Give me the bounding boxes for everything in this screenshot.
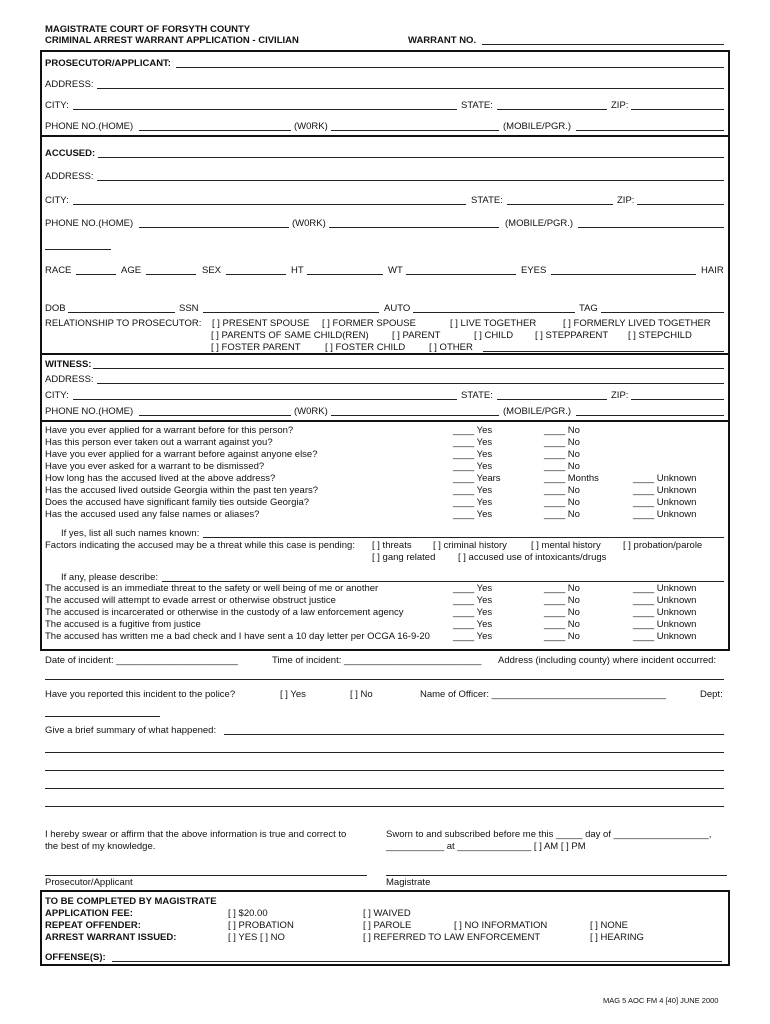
answer-option[interactable]: ____ Unknown — [633, 607, 697, 618]
prosecutor-phone-field[interactable] — [139, 130, 291, 131]
question-text: The accused is incarcerated or otherwise in the custody of a law enforcement agency — [45, 607, 404, 618]
section-divider — [40, 420, 730, 422]
dob-label: DOB — [45, 303, 66, 314]
witness-zip-label: ZIP: — [611, 390, 629, 401]
swear-statement-1: I hereby swear or affirm that the above information is true and correct to — [45, 829, 347, 840]
sworn-statement-2[interactable]: ___________ at ______________ [ ] AM [ ] PM — [386, 841, 586, 852]
witness-phone-label: PHONE NO.(HOME) — [45, 406, 134, 417]
auto-label: AUTO — [384, 303, 411, 314]
prosecutor-name-field[interactable] — [176, 67, 724, 68]
court-name: MAGISTRATE COURT OF FORSYTH COUNTY — [45, 24, 251, 35]
sworn-statement-1[interactable]: Sworn to and subscribed before me this _____ day of __________________, — [386, 829, 712, 840]
police-question: Have you reported this incident to the police? — [45, 689, 236, 700]
section-divider — [40, 353, 730, 355]
summary-line[interactable] — [45, 788, 724, 789]
describe-field[interactable] — [162, 581, 724, 582]
police-no[interactable]: [ ] No — [350, 689, 373, 700]
witness-name-field[interactable] — [93, 368, 724, 369]
incident-time[interactable]: Time of incident: __________________________ — [272, 655, 482, 666]
witness-mobile-label: (MOBILE/PGR.) — [503, 406, 572, 417]
question-text: Has the accused lived outside Georgia within the past ten years? — [45, 485, 319, 496]
factor-probation-parole[interactable]: [ ] probation/parole — [623, 540, 703, 551]
repeat-probation[interactable]: [ ] PROBATION — [228, 920, 294, 931]
repeat-none[interactable]: [ ] NONE — [590, 920, 629, 931]
relationship-live-together[interactable]: [ ] LIVE TOGETHER — [450, 318, 537, 329]
magistrate-box-title: TO BE COMPLETED BY MAGISTRATE — [45, 896, 217, 907]
witness-work-label: (W0RK) — [294, 406, 328, 417]
ssn-label: SSN — [179, 303, 199, 314]
relationship-foster-child[interactable]: [ ] FOSTER CHILD — [325, 342, 406, 353]
prosecutor-phone-label: PHONE NO.(HOME) — [45, 121, 134, 132]
prosecutor-work-field[interactable] — [331, 130, 499, 131]
answer-option[interactable]: ____ Yes — [453, 485, 493, 496]
relationship-foster-parent[interactable]: [ ] FOSTER PARENT — [211, 342, 301, 353]
dept-label: Dept: — [700, 689, 723, 700]
question-text: The accused will attempt to evade arrest or otherwise obstruct justice — [45, 595, 336, 606]
prosecutor-mobile-field[interactable] — [576, 130, 724, 131]
answer-option[interactable]: ____ Yes — [453, 631, 493, 642]
answer-option[interactable]: ____ Yes — [453, 425, 493, 436]
answer-option[interactable]: ____ Yes — [453, 583, 493, 594]
answer-option[interactable]: ____ Unknown — [633, 631, 697, 642]
question-text: Does the accused have significant family ties outside Georgia? — [45, 497, 310, 508]
wt-label: WT — [388, 265, 403, 276]
accused-state-label: STATE: — [471, 195, 503, 206]
prosecutor-zip-field[interactable] — [631, 109, 724, 110]
section-divider — [40, 135, 730, 137]
prosecutor-state-field[interactable] — [497, 109, 607, 110]
answer-option[interactable]: ____ No — [544, 607, 580, 618]
age-field[interactable] — [146, 274, 196, 275]
relationship-parents-same-child[interactable]: [ ] PARENTS OF SAME CHILD(REN) — [211, 330, 369, 341]
answer-option[interactable]: ____ No — [544, 583, 580, 594]
prosecutor-work-label: (W0RK) — [294, 121, 328, 132]
relationship-parent[interactable]: [ ] PARENT — [392, 330, 441, 341]
answer-option[interactable]: ____ No — [544, 425, 580, 436]
answer-option[interactable]: ____ No — [544, 619, 580, 630]
answer-option[interactable]: ____ Unknown — [633, 583, 697, 594]
answer-option[interactable]: ____ Yes — [453, 595, 493, 606]
dept-field[interactable] — [45, 716, 160, 717]
question-text: How long has the accused lived at the above address? — [45, 473, 276, 484]
offenses-field[interactable] — [112, 961, 722, 962]
answer-option[interactable]: ____ Unknown — [633, 509, 697, 520]
answer-option[interactable]: ____ Yes — [453, 461, 493, 472]
question-text: The accused has written me a bad check and I have sent a 10 day letter per OCGA 16-9-20 — [45, 631, 430, 642]
prosecutor-signature-line[interactable] — [45, 875, 367, 876]
answer-option[interactable]: ____ No — [544, 595, 580, 606]
prosecutor-city-field[interactable] — [73, 109, 457, 110]
warrant-issued-label: ARREST WARRANT ISSUED: — [45, 932, 177, 943]
answer-option[interactable]: ____ Unknown — [633, 619, 697, 630]
accused-address-field[interactable] — [97, 180, 724, 181]
prosecutor-city-label: CITY: — [45, 100, 69, 111]
answer-option[interactable]: ____ Years — [453, 473, 501, 484]
swear-statement-2: the best of my knowledge. — [45, 841, 156, 852]
eyes-field[interactable] — [551, 274, 696, 275]
tag-label: TAG — [579, 303, 598, 314]
warrant-no-label: WARRANT NO. — [408, 35, 477, 46]
accused-mobile-label: (MOBILE/PGR.) — [505, 218, 574, 229]
answer-option[interactable]: ____ Yes — [453, 437, 493, 448]
fee-twenty-dollars[interactable]: [ ] $20.00 — [228, 908, 268, 919]
accused-phone-field[interactable] — [139, 227, 289, 228]
witness-phone-field[interactable] — [139, 415, 291, 416]
hair-label: HAIR — [701, 265, 724, 276]
prosecutor-signature-label: Prosecutor/Applicant — [45, 877, 133, 888]
relationship-other-field[interactable] — [483, 351, 724, 352]
answer-option[interactable]: ____ No — [544, 449, 580, 460]
factors-label: Factors indicating the accused may be a threat while this case is pending: — [45, 540, 355, 551]
question-text: Have you ever applied for a warrant before against anyone else? — [45, 449, 318, 460]
issued-referred[interactable]: [ ] REFERRED TO LAW ENFORCEMENT — [363, 932, 541, 943]
witness-work-field[interactable] — [331, 415, 499, 416]
describe-prompt: If any, please describe: — [61, 572, 158, 583]
answer-option[interactable]: ____ Yes — [453, 449, 493, 460]
factor-mental-history[interactable]: [ ] mental history — [531, 540, 601, 551]
answer-option[interactable]: ____ Unknown — [633, 595, 697, 606]
prosecutor-zip-label: ZIP: — [611, 100, 629, 111]
answer-option[interactable]: ____ No — [544, 485, 580, 496]
race-field[interactable] — [76, 274, 116, 275]
answer-option[interactable]: ____ Unknown — [633, 485, 697, 496]
form-code: MAG 5 AOC FM 4 [40] JUNE 2000 — [603, 996, 719, 1005]
sex-label: SEX — [202, 265, 222, 276]
ht-label: HT — [291, 265, 304, 276]
answer-option[interactable]: ____ Yes — [453, 497, 493, 508]
prosecutor-mobile-label: (MOBILE/PGR.) — [503, 121, 572, 132]
accused-work-label: (W0RK) — [292, 218, 326, 229]
accused-zip-label: ZIP: — [617, 195, 635, 206]
accused-state-field[interactable] — [507, 204, 613, 205]
accused-city-label: CITY: — [45, 195, 69, 206]
incident-address-field[interactable] — [45, 679, 724, 680]
magistrate-signature-line[interactable] — [386, 875, 727, 876]
age-label: AGE — [121, 265, 142, 276]
incident-date[interactable]: Date of incident: _______________________ — [45, 655, 238, 666]
prosecutor-state-label: STATE: — [461, 100, 493, 111]
accused-name-field[interactable] — [98, 157, 724, 158]
summary-field[interactable] — [224, 734, 724, 735]
ssn-field[interactable] — [203, 312, 379, 313]
answer-option[interactable]: ____ Unknown — [633, 497, 697, 508]
prosecutor-address-label: ADDRESS: — [45, 79, 94, 90]
application-fee-label: APPLICATION FEE: — [45, 908, 133, 919]
answer-option[interactable]: ____ No — [544, 497, 580, 508]
relationship-present-spouse[interactable]: [ ] PRESENT SPOUSE — [212, 318, 310, 329]
answer-option[interactable]: ____ No — [544, 461, 580, 472]
answer-option[interactable]: ____ No — [544, 631, 580, 642]
witness-address-label: ADDRESS: — [45, 374, 94, 385]
dob-field[interactable] — [68, 312, 175, 313]
relationship-other[interactable]: [ ] OTHER — [429, 342, 473, 353]
auto-field[interactable] — [413, 312, 575, 313]
repeat-parole[interactable]: [ ] PAROLE — [363, 920, 412, 931]
relationship-stepchild[interactable]: [ ] STEPCHILD — [628, 330, 692, 341]
sex-field[interactable] — [226, 274, 286, 275]
summary-line[interactable] — [45, 752, 724, 753]
witness-mobile-field[interactable] — [576, 415, 724, 416]
factor-criminal-history[interactable]: [ ] criminal history — [433, 540, 507, 551]
warrant-no-field[interactable] — [482, 44, 724, 45]
answer-option[interactable]: ____ Yes — [453, 619, 493, 630]
answer-option[interactable]: ____ No — [544, 437, 580, 448]
accused-city-field[interactable] — [73, 204, 466, 205]
witness-city-label: CITY: — [45, 390, 69, 401]
relationship-label: RELATIONSHIP TO PROSECUTOR: — [45, 318, 202, 329]
wt-field[interactable] — [406, 274, 516, 275]
repeat-no-information[interactable]: [ ] NO INFORMATION — [454, 920, 548, 931]
relationship-stepparent[interactable]: [ ] STEPPARENT — [535, 330, 609, 341]
accused-address-label: ADDRESS: — [45, 171, 94, 182]
witness-city-field[interactable] — [73, 399, 457, 400]
issued-yes-no[interactable]: [ ] YES [ ] NO — [228, 932, 285, 943]
fee-waived[interactable]: [ ] WAIVED — [363, 908, 411, 919]
accused-phone-label: PHONE NO.(HOME) — [45, 218, 134, 229]
summary-line[interactable] — [45, 770, 724, 771]
issued-hearing[interactable]: [ ] HEARING — [590, 932, 644, 943]
answer-option[interactable]: ____ Unknown — [633, 473, 697, 484]
accused-zip-field[interactable] — [637, 204, 724, 205]
question-text: The accused is a fugitive from justice — [45, 619, 201, 630]
repeat-offender-label: REPEAT OFFENDER: — [45, 920, 141, 931]
ht-field[interactable] — [307, 274, 383, 275]
race-label: RACE — [45, 265, 72, 276]
answer-option[interactable]: ____ Months — [544, 473, 599, 484]
eyes-label: EYES — [521, 265, 547, 276]
question-text: Have you ever asked for a warrant to be dismissed? — [45, 461, 265, 472]
relationship-formerly-lived-together[interactable]: [ ] FORMERLY LIVED TOGETHER — [563, 318, 711, 329]
question-text: Have you ever applied for a warrant before for this person? — [45, 425, 294, 436]
prosecutor-label: PROSECUTOR/APPLICANT: — [45, 58, 171, 69]
prosecutor-address-field[interactable] — [97, 88, 724, 89]
police-yes[interactable]: [ ] Yes — [280, 689, 306, 700]
form-title: CRIMINAL ARREST WARRANT APPLICATION - CIVILIAN — [45, 35, 299, 46]
question-text: Has the accused used any false names or aliases? — [45, 509, 260, 520]
offenses-label: OFFENSE(S): — [45, 952, 106, 963]
witness-state-field[interactable] — [497, 399, 607, 400]
accused-work-field[interactable] — [329, 227, 499, 228]
incident-address-label: Address (including county) where incident occurred: — [498, 655, 717, 666]
aliases-prompt: If yes, list all such names known: — [61, 528, 200, 539]
witness-state-label: STATE: — [461, 390, 493, 401]
answer-option[interactable]: ____ Yes — [453, 509, 493, 520]
factor-threats[interactable]: [ ] threats — [372, 540, 412, 551]
factor-intoxicants[interactable]: [ ] accused use of intoxicants/drugs — [458, 552, 607, 563]
summary-label: Give a brief summary of what happened: — [45, 725, 217, 736]
witness-zip-field[interactable] — [631, 399, 724, 400]
witness-label: WITNESS: — [45, 359, 92, 370]
tag-field[interactable] — [601, 312, 724, 313]
accused-phone-continued-field[interactable] — [45, 249, 111, 250]
magistrate-signature-label: Magistrate — [386, 877, 431, 888]
accused-label: ACCUSED: — [45, 148, 96, 159]
relationship-child[interactable]: [ ] CHILD — [474, 330, 514, 341]
witness-address-field[interactable] — [97, 383, 724, 384]
relationship-former-spouse[interactable]: [ ] FORMER SPOUSE — [322, 318, 416, 329]
factor-gang-related[interactable]: [ ] gang related — [372, 552, 436, 563]
aliases-field[interactable] — [203, 537, 724, 538]
answer-option[interactable]: ____ No — [544, 509, 580, 520]
officer-name[interactable]: Name of Officer: _________________________________ — [420, 689, 666, 700]
accused-mobile-field[interactable] — [578, 227, 724, 228]
answer-option[interactable]: ____ Yes — [453, 607, 493, 618]
question-text: The accused is an immediate threat to the safety or well being of me or another — [45, 583, 379, 594]
question-text: Has this person ever taken out a warrant against you? — [45, 437, 273, 448]
summary-line[interactable] — [45, 806, 724, 807]
